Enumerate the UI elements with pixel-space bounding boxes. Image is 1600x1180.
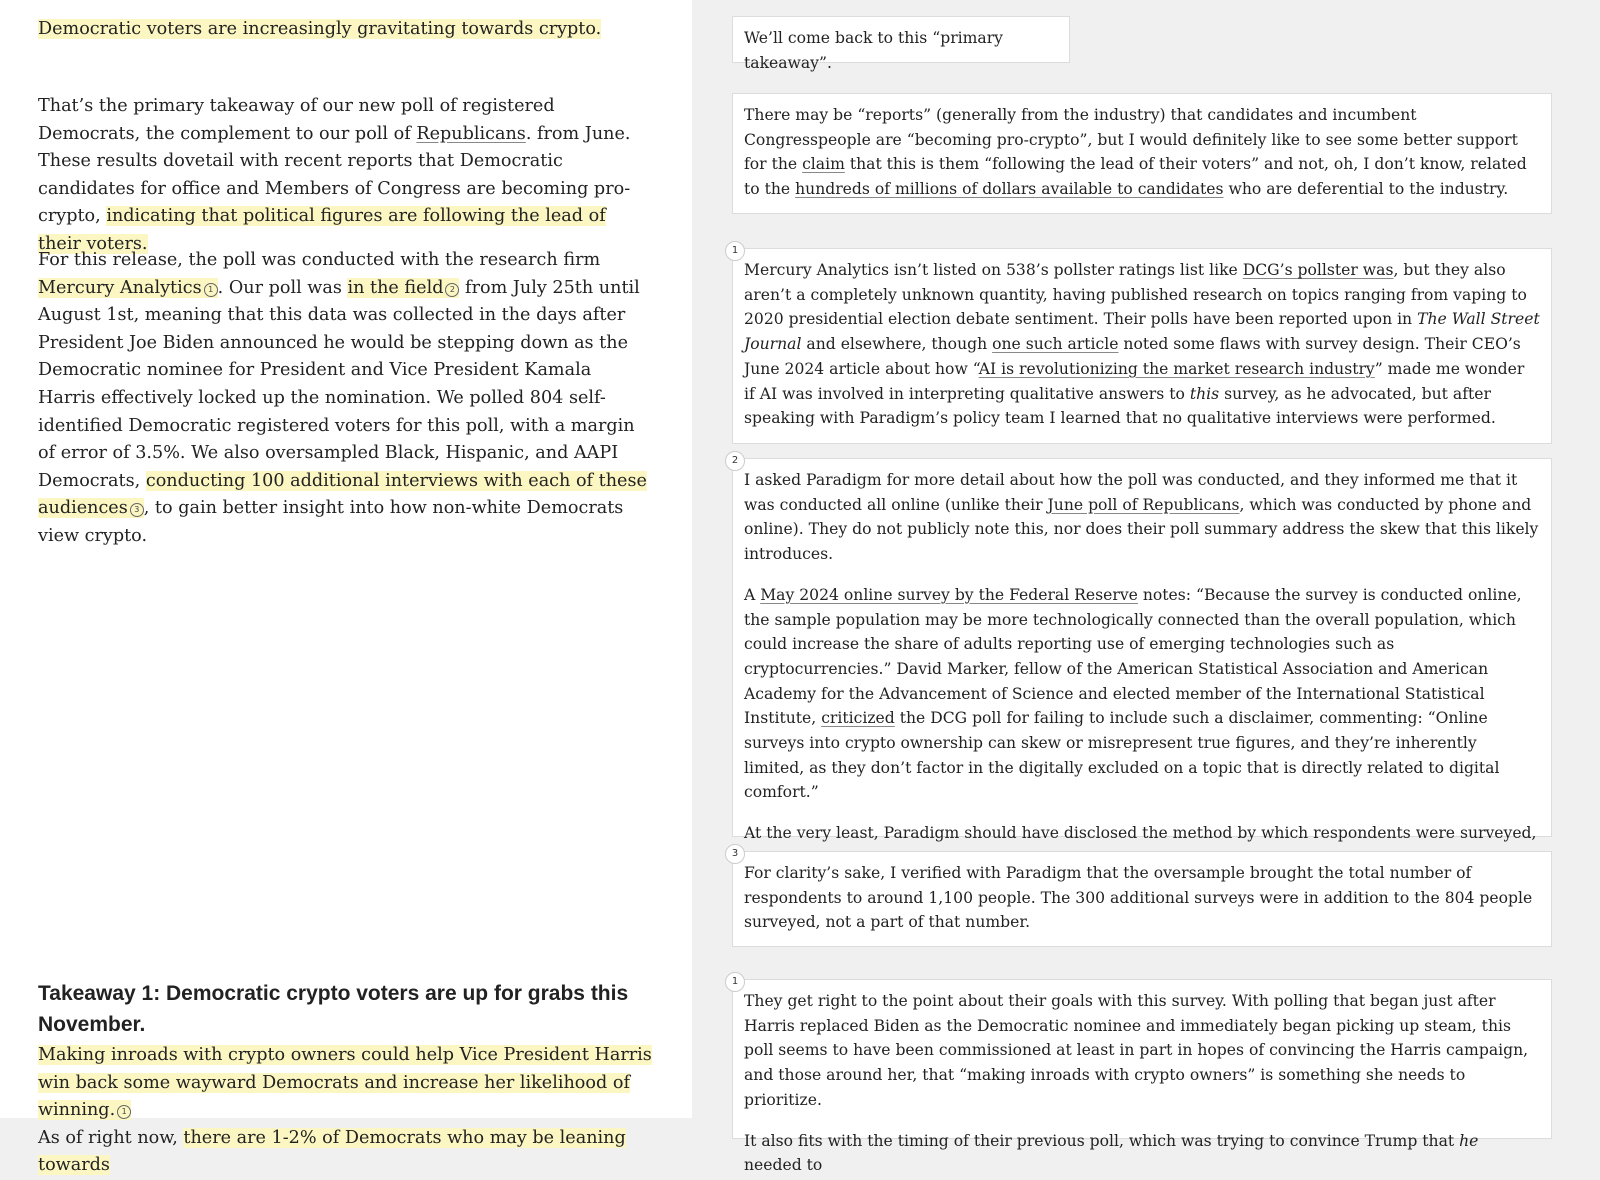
note-paragraph xyxy=(744,258,1540,431)
highlight-leaning[interactable]: there are 1-2% of Democrats who may be leaning towards xyxy=(38,1127,626,1176)
link-republicans[interactable]: Republicans xyxy=(416,123,526,144)
link-claim[interactable]: claim xyxy=(802,155,845,174)
footnote-marker-icon[interactable]: 3 xyxy=(130,503,144,517)
highlight-inroads[interactable] xyxy=(38,1045,652,1120)
note-primary-takeaway[interactable] xyxy=(732,16,1070,72)
text: As of right now, xyxy=(38,1127,184,1148)
article-column xyxy=(0,0,692,1176)
highlight-text: in the field xyxy=(347,277,444,298)
text: For this release, the poll was conducted with the research firm xyxy=(38,250,601,270)
text: That’s the primary takeaway of our new poll of registered Democrats, the complement to our poll of xyxy=(38,96,555,144)
note-footnote-1[interactable] xyxy=(731,245,1552,444)
note-text: We’ll come back to this “primary takeaway”. xyxy=(744,29,1003,72)
highlight-text: conducting 100 additional interviews with each of these audiences xyxy=(38,470,647,519)
text: A xyxy=(744,585,761,604)
note-reports[interactable] xyxy=(732,93,1552,214)
text: , to gain better insight into how non-white Democrats view crypto. xyxy=(38,498,624,546)
notes-column xyxy=(692,0,1600,1175)
text-emphasis: he xyxy=(1459,1131,1479,1150)
text: needed to xyxy=(744,1156,823,1175)
footnote-marker-icon[interactable]: 1 xyxy=(117,1105,131,1119)
text: notes: “Because the survey is conducted online, the sample population may be more technologically connected than the overall population, which could increase the share of adults reporting use of emerging technologies such as cryptocurrencies.” David Marker, fellow of the American Statistical Association and American Academy for the Advancement of Science and elected member of the International Statistical Institute, xyxy=(744,585,1522,728)
text: the DCG poll for failing to include such a disclaimer, commenting: “Online surveys into crypto ownership can skew or misrepresent true figures, and they’re inherently limited, as they don’t factor in the digitally excluded on a topic that is directly related to digital comfort.” xyxy=(744,709,1500,802)
footnote-badge: 2 xyxy=(725,451,745,471)
note-paragraph: At the very least, Paradigm should have disclosed the method by which respondents were surveyed, xyxy=(744,824,1537,843)
note-paragraph: They get right to the point about their goals with this survey. With polling that began just after Harris replaced Biden as the Democratic nominee and immediately began picking up steam, this poll seems to have been commissioned at least in part in hopes of convincing the Harris campaign, and those around her, that “making inroads with crypto owners” is something she needs to prioritize. xyxy=(744,992,1529,1109)
article-release-paragraph xyxy=(38,247,653,551)
footnote-badge: 1 xyxy=(725,972,745,992)
link-one-such-article[interactable]: one such article xyxy=(992,335,1119,354)
note-paragraph xyxy=(744,468,1540,567)
note-paragraph xyxy=(744,103,1540,202)
link-federal-reserve-survey[interactable]: May 2024 online survey by the Federal Reserve xyxy=(760,585,1138,604)
highlight-text: Making inroads with crypto owners could help Vice President Harris win back some wayward Democrats and increase her likelihood of winning. xyxy=(38,1045,652,1121)
highlight-lead[interactable]: Democratic voters are increasingly gravitating towards crypto. xyxy=(38,19,602,39)
link-criticized[interactable]: criticized xyxy=(821,709,895,728)
note-footnote-1-takeaway[interactable] xyxy=(731,976,1552,1175)
link-june-poll-republicans[interactable]: June poll of Republicans xyxy=(1047,495,1240,514)
footnote-badge: 1 xyxy=(725,241,745,261)
text: Mercury Analytics isn’t listed on 538’s pollster ratings list like xyxy=(744,261,1243,279)
article-lead-paragraph xyxy=(38,16,653,44)
text: ” made me wonder if AI was involved in interpreting qualitative answers to xyxy=(744,359,1525,403)
text-emphasis: this xyxy=(1189,384,1220,403)
note-paragraph xyxy=(744,1129,1540,1178)
link-ai-revolutionizing[interactable]: AI is revolutionizing the market research industry xyxy=(978,359,1375,378)
text: survey, as he advocated, but after speaking with Paradigm’s policy team I learned that no qualitative interviews were performed. xyxy=(744,384,1496,428)
note-paragraph: For clarity’s sake, I verified with Paradigm that the oversample brought the total number of respondents to around 1,100 people. The 300 additional surveys were in addition to the 804 people surveyed, not a part of that number. xyxy=(744,864,1533,932)
text: , but they also aren’t a completely unknown quantity, having published research on topics ranging from vaping to 2020 presidential election debate sentiment. Their polls have been reported upon in xyxy=(744,261,1527,329)
text: noted some flaws with survey design. Their CEO’s June 2024 article about how “ xyxy=(744,335,1521,378)
highlight-political-figures[interactable]: indicating that political figures are following the lead of their voters. xyxy=(38,206,606,254)
text: and elsewhere, though xyxy=(801,335,993,354)
note-footnote-2[interactable] xyxy=(731,455,1552,843)
link-dcg-pollster[interactable]: DCG’s pollster was xyxy=(1242,261,1394,279)
text: . from June. These results dovetail with recent reports that Democratic candidates for office and Members of Congress are becoming pro-crypto, xyxy=(38,123,631,227)
article-inroads-paragraph xyxy=(38,1042,653,1180)
text: that this is them “following the lead of their voters” and not, oh, I don’t know, related to the xyxy=(744,155,1527,199)
text: I asked Paradigm for more detail about how the poll was conducted, and they informed me that it was conducted all online (unlike their xyxy=(744,471,1518,514)
note-footnote-3[interactable] xyxy=(731,848,1552,947)
text: It also fits with the timing of their previous poll, which was trying to convince Trump that xyxy=(744,1131,1460,1150)
highlight-in-the-field[interactable] xyxy=(347,278,459,298)
text-emphasis: The Wall Street Journal xyxy=(744,310,1540,354)
text: from July 25th until August 1st, meaning that this data was collected in the days after President Joe Biden announced he would be stepping down as the Democratic nominee for President and Vice President Kamala Harris effectively locked up the nomination. We polled 804 self-identified Democratic registered voters for this poll, with a margin of error of 3.5%. We also oversampled Black, Hispanic, and AAPI Democrats, xyxy=(38,277,640,491)
takeaway-heading: Takeaway 1: Democratic crypto voters are up for grabs this November. xyxy=(38,982,629,1036)
footnote-marker-icon[interactable]: 2 xyxy=(445,283,459,297)
footnote-badge: 3 xyxy=(725,844,745,864)
text: There may be “reports” (generally from the industry) that candidates and incumbent Congresspeople are “becoming pro-crypto”, but I would definitely like to see some better support for the xyxy=(744,106,1518,174)
footnote-marker-icon[interactable]: 1 xyxy=(204,283,218,297)
link-hundreds-of-millions[interactable]: hundreds of millions of dollars available to candidates xyxy=(795,180,1224,199)
text: who are deferential to the industry. xyxy=(1223,180,1509,199)
note-paragraph xyxy=(744,583,1540,805)
article-primary-paragraph xyxy=(38,93,653,259)
text: . Our poll was xyxy=(217,277,348,298)
highlight-text: Mercury Analytics xyxy=(38,277,202,298)
highlight-mercury-analytics[interactable] xyxy=(38,278,218,298)
text: , which was conducted by phone and online). They do not publicly note this, nor does their poll summary address the skew that this likely introduces. xyxy=(744,495,1539,564)
